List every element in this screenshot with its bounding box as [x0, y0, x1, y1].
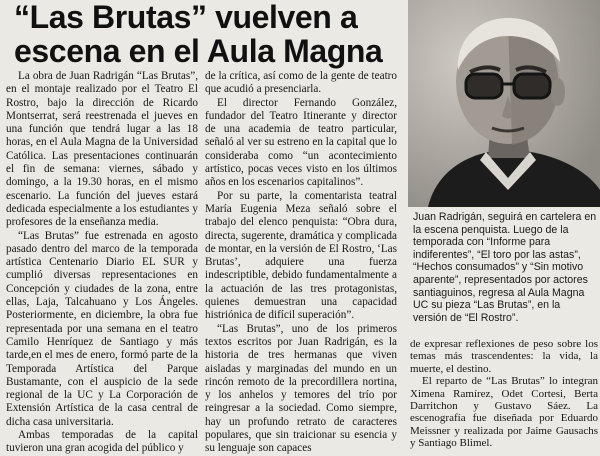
portrait-photo: [408, 0, 600, 207]
article-column-3: [410, 338, 598, 450]
headline-line-2: escena en el Aula Magna: [14, 33, 383, 69]
paragraph: “Las Brutas” fue estrenada en agosto pasado dentro del marco de la temporada artística Centenario Diario EL SUR y cumplió diversas representaciones en Concepción y ciudades de la zona, entre ellas, Laja, Talcahuano y Los Ángeles. Posteriormente, en diciembre, la obra fue representada por una semana en el teatro Camilo Henríquez de Santiago y más tarde,en el mes de enero, formó parte de la Temporada Artística del Parque Bustamante, con el auspicio de la sede regional de la UC y La Corporación de Extensión Artística de la casa central de dicha casa universitaria.: [6, 229, 198, 428]
paragraph: La obra de Juan Radrigán “Las Brutas”, en el montaje realizado por el Teatro El Rostro, bajo la dirección de Ricardo Montserrat, será reestrenada el jueves en una función que tendrá lugar a las 18 horas, en el Aula Magna de la Universidad Católica. Las presentaciones continuarán el fin de semana: viernes, sábado y domingo, a la 19.30 horas, en el mismo escenario. La función del jueves estará dedicada especialmente a los estudiantes y profesores de la enseñanza media.: [6, 70, 198, 229]
paragraph: El director Fernando González, fundador del Teatro Itinerante y director de una academia de teatro particular, señaló al ver su estreno en la capital que lo consideraba como “un acontecimiento artístico, pocas veces visto en los últimos años en los escenarios capitalinos”.: [205, 96, 397, 189]
paragraph: de expresar reflexiones de peso sobre los temas más trascendentes: la vida, la muerte, el destino.: [410, 338, 598, 375]
portrait-illustration: [408, 0, 600, 207]
paragraph: El reparto de “Las Brutas” lo integran Ximena Ramírez, Odet Cortesi, Berta Darritchon y Gustavo Sáez. La escenografía fue diseñada por Eduardo Meissner y realizada por Jaime Gausachs y Santiago Blimel.: [410, 375, 598, 450]
headline: [14, 0, 382, 68]
paragraph: Ambas temporadas de la capital tuvieron una gran acogida del público y: [6, 429, 198, 455]
paragraph: Por su parte, la comentarista teatral María Eugenia Meza señaló sobre el trabajo del elenco penquista: “Obra dura, directa, sugerente, dramática y complicada de montar, en la versión de El Rostro, ‘Las Brutas’, adquiere una fuerza indescriptible, debido fundamentalmente a la actuación de las tres protagonistas, quienes demuestran una capacidad histriónica de difícil superación”.: [205, 189, 397, 322]
headline-line-1: “Las Brutas” vuelven a: [14, 0, 358, 35]
article-column-2: [205, 70, 397, 455]
article-column-1: [6, 70, 198, 455]
paragraph: “Las Brutas”, uno de los primeros textos escritos por Juan Radrigán, es la historia de tres hermanas que viven aisladas y marginadas del mundo en un rincón remoto de la precordillera nortina, y los anhelos y temores del trío por reingresar a la sociedad. Como siempre, hay un profundo retrato de caracteres populares, que sin traicionar su esencia y su lenguaje son capaces: [205, 322, 397, 455]
photo-caption: Juan Radrigán, seguirá en cartelera en la escena penquista. Luego de la temporada con “Informe para indiferentes”, “El toro por las astas”, “Hechos consumados” y “Sin motivo aparente”, representados por actores santiaguinos, regresa al Aula Magna UC su pieza “Las Brutas”, en la versión de “El Rostro”.: [413, 211, 597, 324]
paragraph: de la crítica, así como de la gente de teatro que acudió a presenciarla.: [205, 70, 397, 96]
